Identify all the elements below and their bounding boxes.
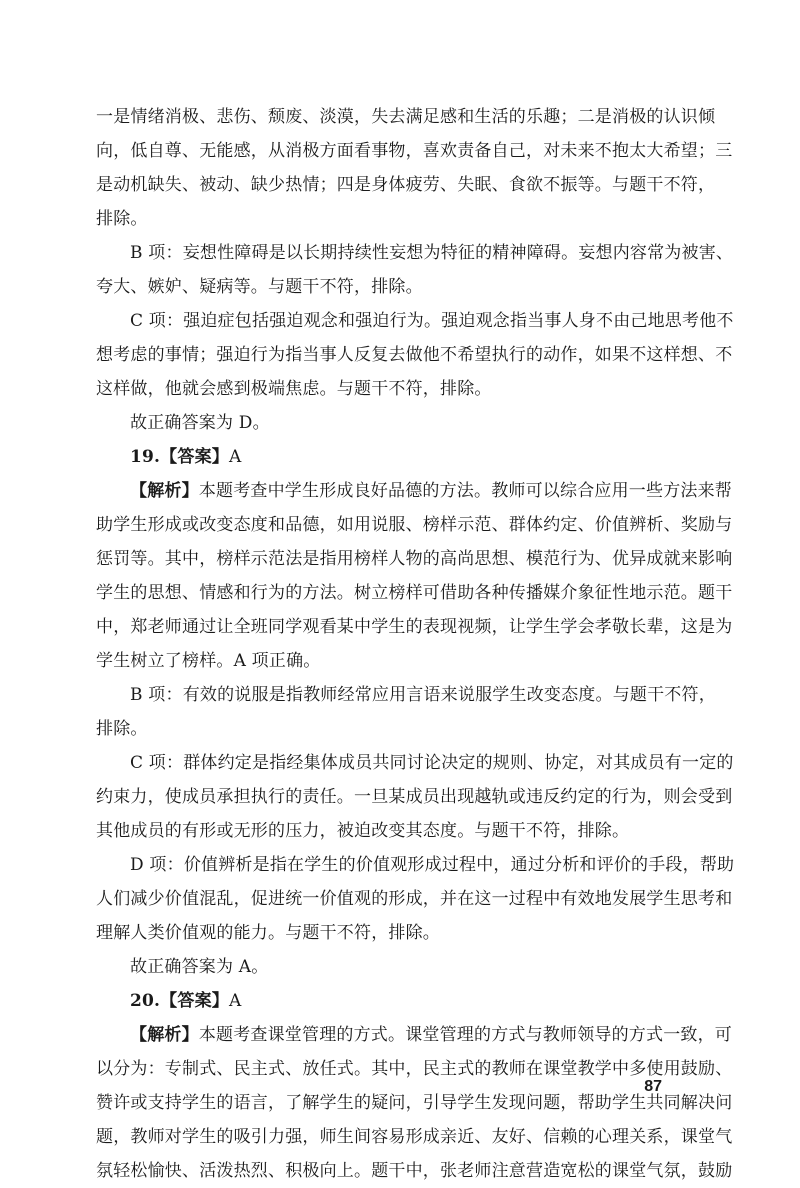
text-line: 排除。 [96, 209, 148, 229]
text-line [96, 984, 664, 1018]
text-line: D 项：价值辨析是指在学生的价值观形成过程中，通过分析和评价的手段，帮助 [130, 855, 735, 875]
text-line: 氛轻松愉快、活泼热烈、积极向上。题干中，张老师注意营造宽松的课堂气氛，鼓励 [96, 1161, 733, 1181]
text-line: 学生树立了榜样。A 项正确。 [96, 651, 321, 671]
text-line: 一是情绪消极、悲伤、颓废、淡漠，失去满足感和生活的乐趣；二是消极的认识倾 [96, 107, 716, 127]
text-line: C 项：群体约定是指经集体成员共同讨论决定的规则、协定，对其成员有一定的 [130, 753, 734, 773]
text-line: 向，低自尊、无能感，从消极方面看事物，喜欢责备自己，对未来不抱太大希望；三 [96, 141, 733, 161]
line-text: 本题考查中学生形成良好品德的方法。教师可以综合应用一些方法来帮 [198, 481, 733, 501]
text-line [96, 474, 733, 508]
text-line: 中，郑老师通过让全班同学观看某中学生的表现视频，让学生学会孝敬长辈，这是为 [96, 617, 733, 637]
line-text: 本题考查课堂管理的方式。课堂管理的方式与教师领导的方式一致，可 [198, 1025, 733, 1045]
bold-label: 【解析】 [130, 1025, 199, 1045]
text-line [96, 1018, 733, 1052]
text-line: 其他成员的有形或无形的压力，被迫改变其态度。与题干不符，排除。 [96, 821, 630, 841]
bold-label: 20.【答案】 [130, 991, 229, 1011]
text-line: 人们减少价值混乱，促进统一价值观的形成，并在这一过程中有效地发展学生思考和 [96, 889, 733, 909]
text-line: 故正确答案为 D。 [130, 413, 270, 433]
text-line: 题，教师对学生的吸引力强，师生间容易形成亲近、友好、信赖的心理关系，课堂气 [96, 1127, 733, 1147]
text-line: 故正确答案为 A。 [130, 957, 269, 977]
text-line: 想考虑的事情；强迫行为指当事人反复去做他不希望执行的动作，如果不这样想、不 [96, 345, 733, 365]
text-line [96, 440, 664, 474]
line-text: A [228, 991, 242, 1011]
page-body [96, 100, 735, 1188]
text-line: C 项：强迫症包括强迫观念和强迫行为。强迫观念指当事人身不由己地思考他不 [130, 311, 734, 331]
text-line: 以分为：专制式、民主式、放任式。其中，民主式的教师在课堂教学中多使用鼓励、 [96, 1059, 733, 1079]
text-line: 这样做，他就会感到极端焦虑。与题干不符，排除。 [96, 379, 492, 399]
page-number: 87 [644, 1078, 662, 1095]
text-line: 学生的思想、情感和行为的方法。树立榜样可借助各种传播媒介象征性地示范。题干 [96, 583, 733, 603]
text-line: 惩罚等。其中，榜样示范法是指用榜样人物的高尚思想、模范行为、优异成就来影响 [96, 549, 733, 569]
text-line: 赞许或支持学生的语言，了解学生的疑问，引导学生发现问题，帮助学生共同解决问 [96, 1093, 733, 1113]
text-line: 夸大、嫉妒、疑病等。与题干不符，排除。 [96, 277, 423, 297]
bold-label: 19.【答案】 [130, 447, 229, 467]
text-line: 理解人类价值观的能力。与题干不符，排除。 [96, 923, 440, 943]
text-line: 排除。 [96, 719, 148, 739]
text-line: 约束力，使成员承担执行的责任。一旦某成员出现越轨或违反约定的行为，则会受到 [96, 787, 733, 807]
bold-label: 【解析】 [130, 481, 199, 501]
text-line: 助学生形成或改变态度和品德，如用说服、榜样示范、群体约定、价值辨析、奖励与 [96, 515, 733, 535]
text-line: 是动机缺失、被动、缺少热情；四是身体疲劳、失眠、食欲不振等。与题干不符， [96, 175, 716, 195]
text-line: B 项：妄想性障碍是以长期持续性妄想为特征的精神障碍。妄想内容常为被害、 [130, 243, 734, 263]
line-text: A [228, 447, 242, 467]
text-line: B 项：有效的说服是指教师经常应用言语来说服学生改变态度。与题干不符， [130, 685, 716, 705]
